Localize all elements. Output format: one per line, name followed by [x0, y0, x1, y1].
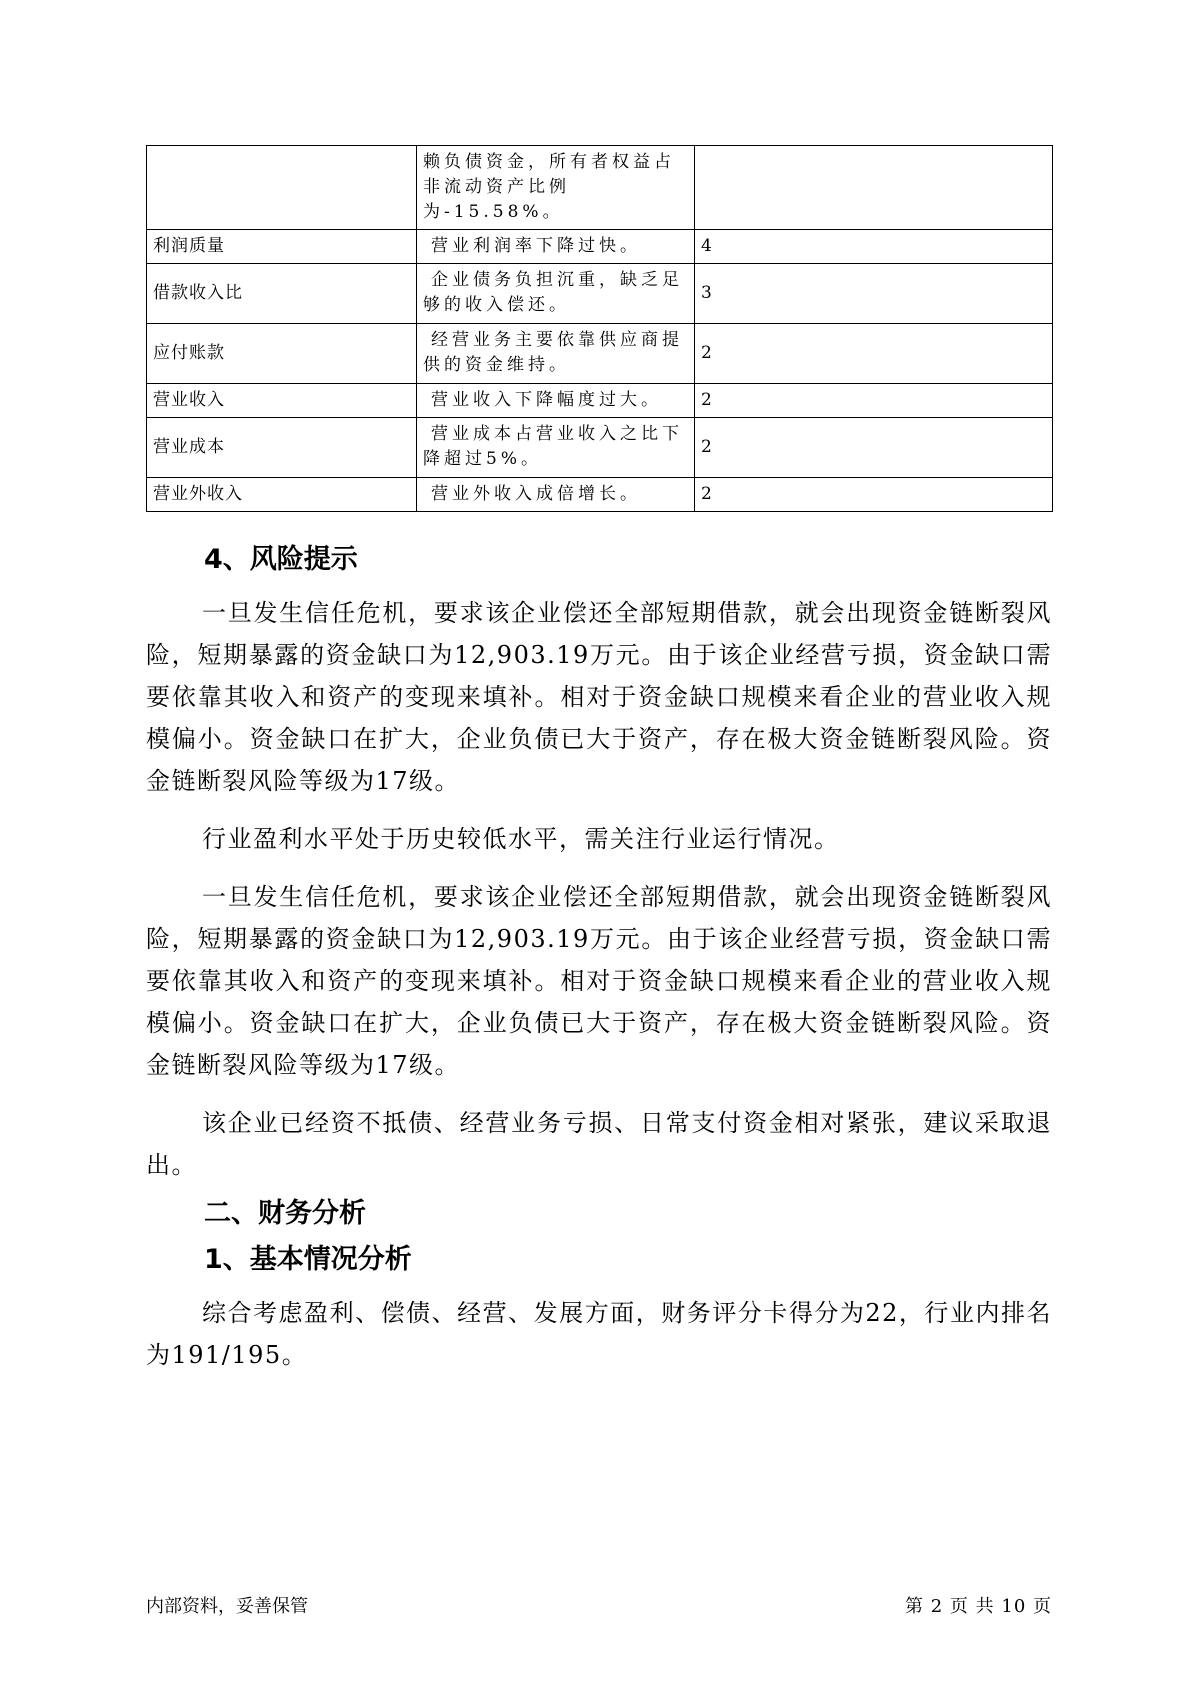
- indicator-name: 营业外收入: [147, 478, 417, 512]
- indicator-description: 营业利润率下降过快。: [417, 230, 695, 264]
- indicator-name: 营业成本: [147, 418, 417, 478]
- finance-paragraph: 综合考虑盈利、偿债、经营、发展方面，财务评分卡得分为22，行业内排名为191/195。: [146, 1299, 1052, 1369]
- page-number: 第 2 页 共 10 页: [905, 1596, 1052, 1617]
- indicator-score: [695, 146, 1053, 230]
- table-row: [147, 264, 1053, 324]
- table-row: [147, 230, 1053, 264]
- risk-paragraph: 一旦发生信任危机，要求该企业偿还全部短期借款，就会出现资金链断裂风险，短期暴露的资金缺口为12,903.19万元。由于该企业经营亏损，资金缺口需要依靠其收入和资产的变现来填补。相对于资金缺口规模来看企业的营业收入规模偏小。资金缺口在扩大，企业负债已大于资产，存在极大资金链断裂风险。资金链断裂风险等级为17级。: [146, 599, 1052, 795]
- indicator-score: 4: [695, 230, 1053, 264]
- indicator-description: 企业债务负担沉重，缺乏足够的收入偿还。: [417, 264, 695, 324]
- indicator-name: 营业收入: [147, 384, 417, 418]
- risk-warning-heading: 4、风险提示: [204, 544, 358, 575]
- indicator-name: 借款收入比: [147, 264, 417, 324]
- table-row: [147, 418, 1053, 478]
- indicator-name: 应付账款: [147, 324, 417, 384]
- indicator-score: 2: [695, 478, 1053, 512]
- risk-paragraph: 行业盈利水平处于历史较低水平，需关注行业运行情况。: [202, 825, 840, 853]
- indicator-description: 营业收入下降幅度过大。: [417, 384, 695, 418]
- indicator-score: 2: [695, 384, 1053, 418]
- indicator-description: 营业成本占营业收入之比下降超过5%。: [417, 418, 695, 478]
- risk-indicator-table: [146, 145, 1053, 512]
- indicator-score: 2: [695, 418, 1053, 478]
- risk-paragraph: 该企业已经资不抵债、经营业务亏损、日常支付资金相对紧张，建议采取退出。: [146, 1109, 1052, 1179]
- table-row: [147, 146, 1053, 230]
- indicator-name: 利润质量: [147, 230, 417, 264]
- risk-paragraph: 一旦发生信任危机，要求该企业偿还全部短期借款，就会出现资金链断裂风险，短期暴露的资金缺口为12,903.19万元。由于该企业经营亏损，资金缺口需要依靠其收入和资产的变现来填补。相对于资金缺口规模来看企业的营业收入规模偏小。资金缺口在扩大，企业负债已大于资产，存在极大资金链断裂风险。资金链断裂风险等级为17级。: [146, 883, 1052, 1079]
- indicator-description: 经营业务主要依靠供应商提供的资金维持。: [417, 324, 695, 384]
- table-row: [147, 324, 1053, 384]
- indicator-description: 赖负债资金，所有者权益占非流动资产比例为-15.58%。: [417, 146, 695, 230]
- footer-confidential-note: 内部资料，妥善保管: [146, 1596, 308, 1617]
- financial-analysis-heading: 二、财务分析: [204, 1198, 366, 1229]
- indicator-description: 营业外收入成倍增长。: [417, 478, 695, 512]
- document-body: [146, 540, 1052, 1376]
- indicator-name: [147, 146, 417, 230]
- table-row: [147, 478, 1053, 512]
- table-row: [147, 384, 1053, 418]
- indicator-score: 2: [695, 324, 1053, 384]
- basic-analysis-heading: 1、基本情况分析: [204, 1244, 412, 1275]
- indicator-score: 3: [695, 264, 1053, 324]
